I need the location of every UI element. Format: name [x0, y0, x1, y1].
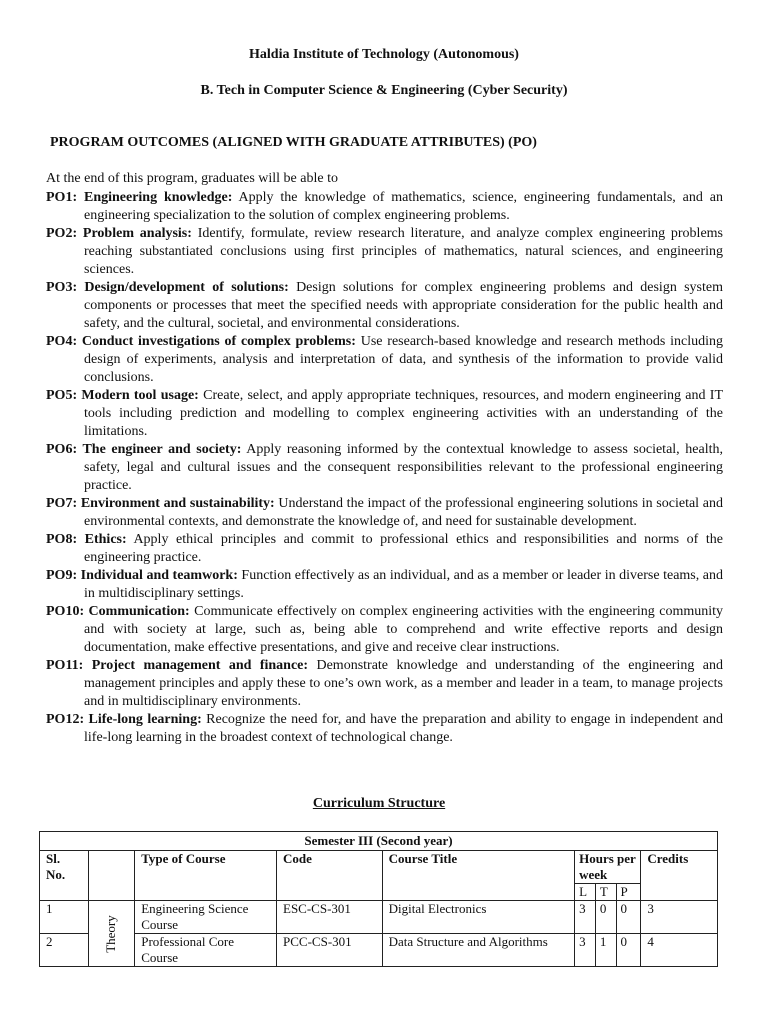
- po-text: Communicate effectively on complex engineering activities with the engineering community and with society at large, such as, being able to comprehend and write effective reports and design documentation, make effective presentations, and give and receive clear instructions.: [84, 604, 724, 655]
- cell-type: Engineering Science Course: [135, 901, 277, 934]
- po-text: Apply ethical principles and commit to professional ethics and responsibilities and norms of the engineering practice.: [84, 532, 723, 565]
- curriculum-title: Curriculum Structure: [312, 796, 446, 811]
- po-section-heading: PROGRAM OUTCOMES (ALIGNED WITH GRADUATE ATTRIBUTES) (PO): [50, 135, 537, 150]
- cell-code: PCC-CS-301: [277, 934, 383, 967]
- po-label: PO1: Engineering knowledge:: [46, 190, 233, 205]
- po-label: PO10: Communication:: [46, 604, 190, 619]
- cell-code: ESC-CS-301: [277, 901, 383, 934]
- po-item: [46, 657, 723, 711]
- po-item: [46, 279, 723, 333]
- po-text: Identify, formulate, review research literature, and analyze complex engineering problems reaching substantiated conclusions using first principles of mathematics, natural sciences, and engineering sciences.: [84, 226, 723, 277]
- po-item: [46, 711, 723, 747]
- cell-t: 1: [595, 934, 616, 967]
- po-label: PO11: Project management and finance:: [46, 658, 309, 673]
- cell-title: Digital Electronics: [382, 901, 575, 934]
- po-label: PO2: Problem analysis:: [46, 226, 192, 241]
- cell-sl: 1: [40, 901, 89, 934]
- po-text: Demonstrate knowledge and understanding of the engineering and management principles and apply these to one’s own work, as a member and leader in a team, to manage projects and in multidisciplinary environments.: [84, 658, 723, 709]
- po-label: PO12: Life-long learning:: [46, 712, 202, 727]
- po-text: Apply reasoning informed by the contextual knowledge to assess societal, health, safety, legal and cultural issues and the consequent responsibilities relevant to the professional engineering practice.: [84, 442, 723, 493]
- table-row: [40, 934, 718, 967]
- po-label: PO7: Environment and sustainability:: [46, 496, 275, 511]
- cell-type: Professional Core Course: [135, 934, 277, 967]
- po-item: [46, 441, 723, 495]
- semester-header: Semester III (Second year): [40, 832, 718, 851]
- table-row: [40, 901, 718, 934]
- col-header-sl: Sl. No.: [40, 851, 89, 901]
- cell-credits: 4: [641, 934, 718, 967]
- po-label: PO5: Modern tool usage:: [46, 388, 199, 403]
- cell-l: 3: [575, 901, 596, 934]
- po-item: [46, 387, 723, 441]
- curriculum-table: [39, 831, 718, 967]
- po-label: PO3: Design/development of solutions:: [46, 280, 289, 295]
- po-item: [46, 333, 723, 387]
- po-text: Recognize the need for, and have the preparation and ability to engage in independent and life-long learning in the broadest context of technological change.: [84, 712, 723, 745]
- cell-l: 3: [575, 934, 596, 967]
- po-intro: At the end of this program, graduates will be able to: [46, 171, 338, 186]
- col-header-title: Course Title: [382, 851, 575, 901]
- row-group-label: [88, 901, 135, 967]
- col-header-blank: [88, 851, 135, 901]
- cell-title: Data Structure and Algorithms: [382, 934, 575, 967]
- po-list: [46, 189, 723, 747]
- cell-sl: 2: [40, 934, 89, 967]
- po-item: [46, 567, 723, 603]
- po-item: [46, 531, 723, 567]
- cell-p: 0: [616, 901, 641, 934]
- po-label: PO4: Conduct investigations of complex problems:: [46, 334, 356, 349]
- po-text: Use research-based knowledge and research methods including design of experiments, analysis and interpretation of data, and synthesis of the information to provide valid conclusions.: [84, 334, 723, 385]
- po-item: [46, 189, 723, 225]
- col-header-credits: Credits: [641, 851, 718, 901]
- po-item: [46, 495, 723, 531]
- cell-t: 0: [595, 901, 616, 934]
- po-label: PO8: Ethics:: [46, 532, 127, 547]
- cell-p: 0: [616, 934, 641, 967]
- col-header-t: T: [595, 884, 616, 901]
- po-text: Understand the impact of the professional engineering solutions in societal and environmental contexts, and demonstrate the knowledge of, and need for sustainable development.: [84, 496, 723, 529]
- col-header-code: Code: [277, 851, 383, 901]
- po-label: PO6: The engineer and society:: [46, 442, 242, 457]
- po-item: [46, 225, 723, 279]
- program-title: B. Tech in Computer Science & Engineering (Cyber Security): [200, 83, 568, 98]
- po-item: [46, 603, 723, 657]
- col-header-type: Type of Course: [135, 851, 277, 901]
- cell-credits: 3: [641, 901, 718, 934]
- theory-label: Theory: [103, 914, 119, 953]
- col-header-l: L: [575, 884, 596, 901]
- po-text: Function effectively as an individual, and as a member or leader in diverse teams, and in multidisciplinary settings.: [84, 568, 724, 601]
- po-label: PO9: Individual and teamwork:: [46, 568, 238, 583]
- col-header-p: P: [616, 884, 641, 901]
- col-header-hours: Hours per week: [575, 851, 641, 884]
- po-text: Design solutions for complex engineering problems and design system components or processes that meet the specified needs with appropriate consideration for the public health and safety, and the cultural, societal, and environmental considerations.: [84, 280, 723, 331]
- po-text: Create, select, and apply appropriate techniques, resources, and modern engineering and IT tools including prediction and modelling to complex engineering activities with an understanding of the limitations.: [84, 388, 724, 439]
- po-text: Apply the knowledge of mathematics, science, engineering fundamentals, and an engineering specialization to the solution of complex engineering problems.: [84, 190, 723, 223]
- institute-title: Haldia Institute of Technology (Autonomous): [249, 47, 519, 62]
